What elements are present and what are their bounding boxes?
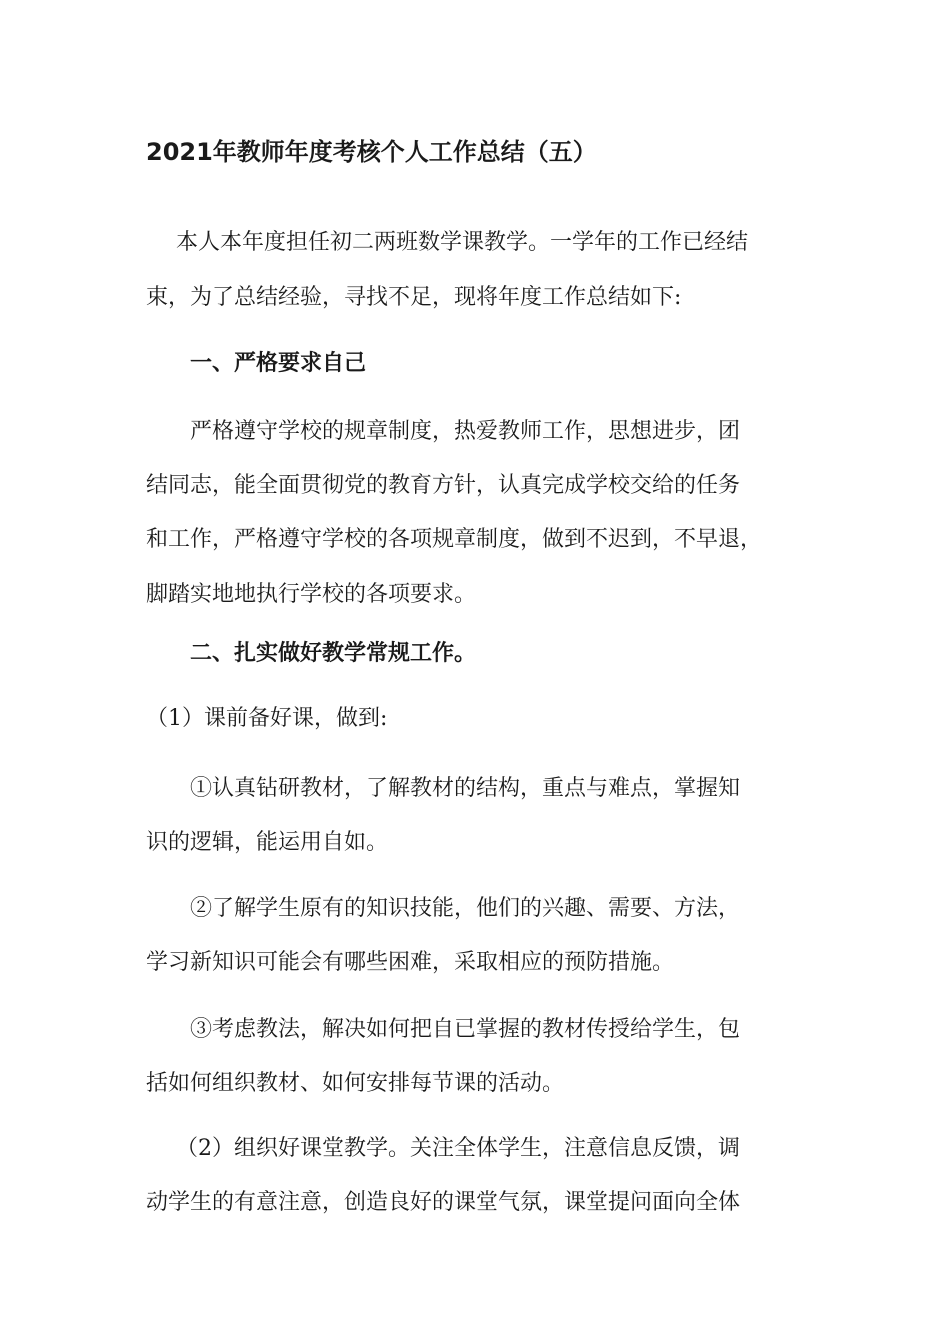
section-1-line-4: 脚踏实地地执行学校的各项要求。 <box>146 582 477 607</box>
section-1-line-1: 严格遵守学校的规章制度，热爱教师工作，思想进步，团 <box>190 419 741 444</box>
item-1-line-1: ①认真钻研教材，了解教材的结构，重点与难点，掌握知 <box>190 776 741 801</box>
section-1-line-3: 和工作，严格遵守学校的各项规章制度，做到不迟到，不早退， <box>146 527 763 552</box>
intro-line-1: 本人本年度担任初二两班数学课教学。一学年的工作已经结 <box>176 230 749 255</box>
item-3-line-2: 括如何组织教材、如何安排每节课的活动。 <box>146 1071 565 1096</box>
subsection-1-label: （1）课前备好课，做到: <box>146 706 388 731</box>
subsection-2-line-1: （2）组织好课堂教学。关注全体学生，注意信息反馈，调 <box>176 1136 740 1161</box>
item-2-line-2: 学习新知识可能会有哪些困难，采取相应的预防措施。 <box>146 950 675 975</box>
subsection-2-line-2: 动学生的有意注意，创造良好的课堂气氛，课堂提问面向全体 <box>146 1190 741 1215</box>
section-2-heading: 二、扎实做好教学常规工作。 <box>190 641 477 666</box>
section-1-line-2: 结同志，能全面贯彻党的教育方针，认真完成学校交给的任务 <box>146 473 741 498</box>
intro-line-2: 束，为了总结经验，寻找不足，现将年度工作总结如下: <box>146 285 682 310</box>
document-title: 2021年教师年度考核个人工作总结（五） <box>146 138 597 166</box>
item-1-line-2: 识的逻辑，能运用自如。 <box>146 830 389 855</box>
item-3-line-1: ③考虑教法，解决如何把自已掌握的教材传授给学生，包 <box>190 1017 741 1042</box>
section-1-heading: 一、严格要求自己 <box>190 351 367 376</box>
item-2-line-1: ②了解学生原有的知识技能，他们的兴趣、需要、方法， <box>190 896 741 921</box>
